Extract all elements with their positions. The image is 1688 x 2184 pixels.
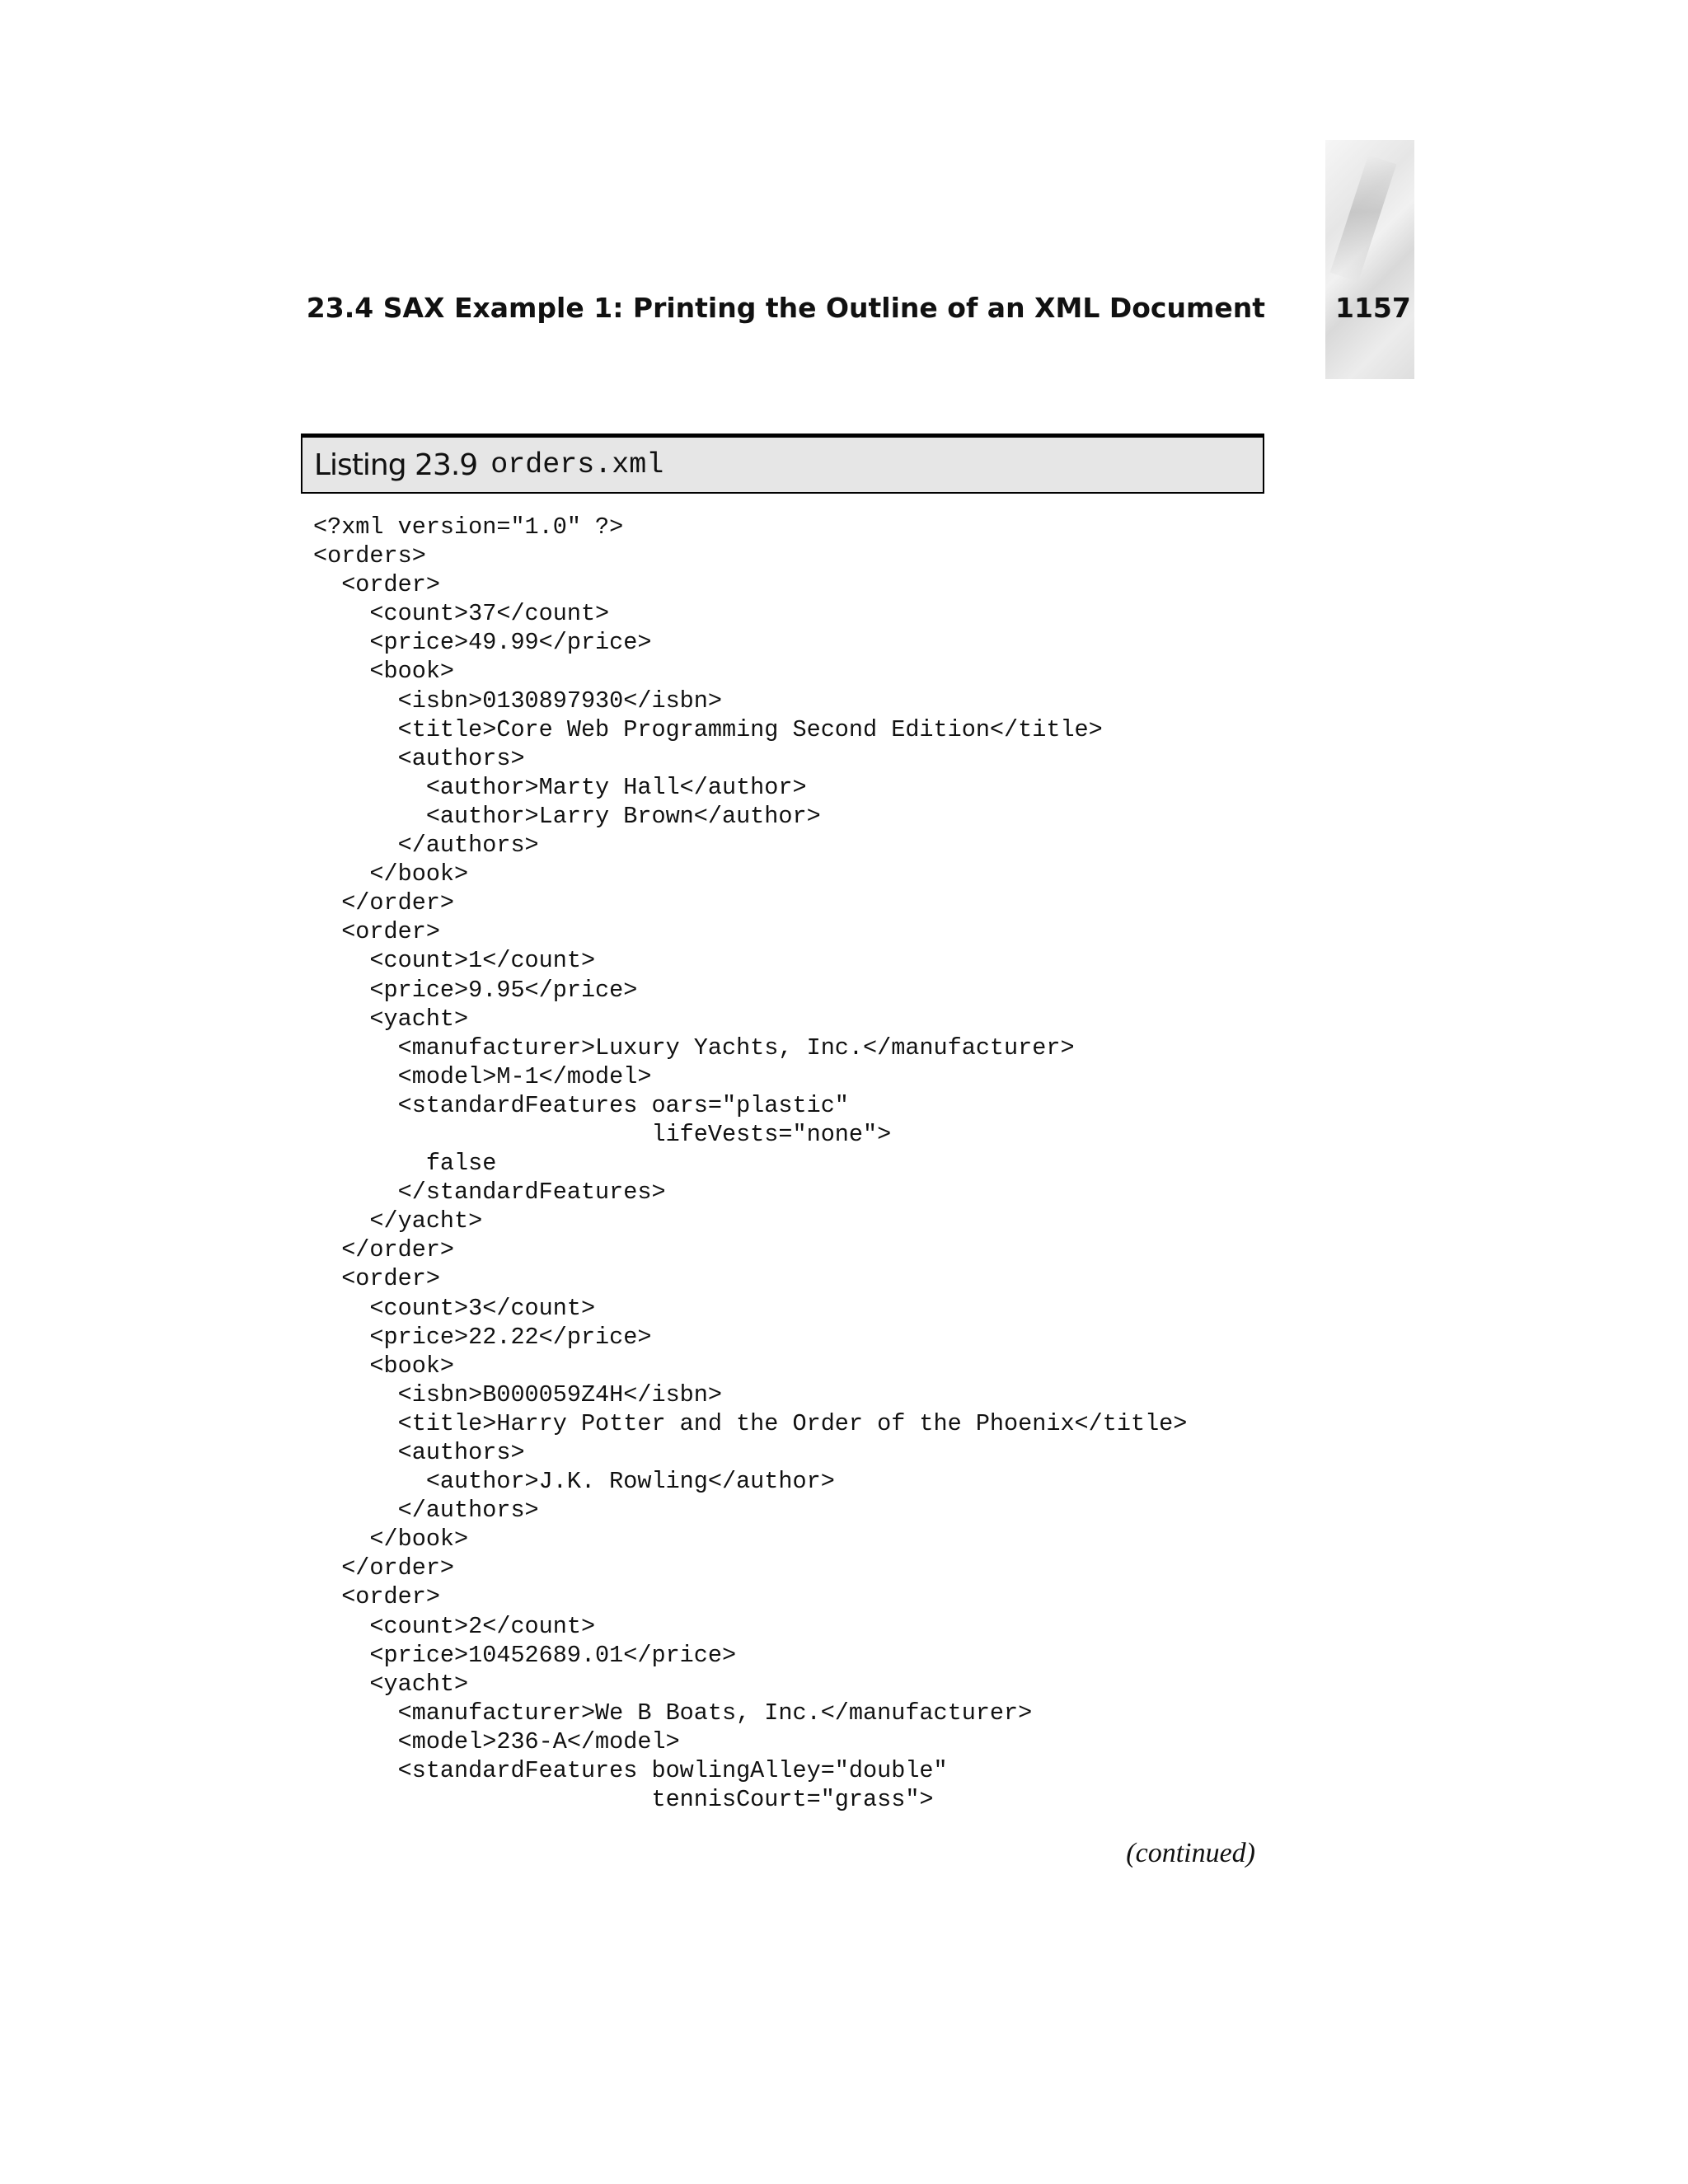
code-line: <order> <box>313 918 440 946</box>
code-line: <count>37</count> <box>313 600 610 628</box>
code-line: <isbn>B000059Z4H</isbn> <box>313 1380 722 1408</box>
code-line: <price>9.95</price> <box>313 976 638 1004</box>
code-line: <author>Larry Brown</author> <box>313 802 821 830</box>
code-line: <book> <box>313 1352 455 1380</box>
code-line: <price>10452689.01</price> <box>313 1641 737 1669</box>
code-line: </authors> <box>313 1497 539 1525</box>
code-line: <title>Core Web Programming Second Edition</title> <box>313 715 1103 743</box>
code-line: <count>2</count> <box>313 1612 596 1640</box>
code-line: tennisCourt="grass"> <box>313 1786 934 1814</box>
code-line: <price>49.99</price> <box>313 629 652 657</box>
code-line: </order> <box>313 889 455 917</box>
code-line: <authors> <box>313 1439 525 1466</box>
code-line: <isbn>0130897930</isbn> <box>313 687 722 715</box>
code-line: <author>J.K. Rowling</author> <box>313 1468 835 1496</box>
code-line: </book> <box>313 1526 469 1554</box>
listing-caption <box>301 434 1264 494</box>
code-line: <authors> <box>313 744 525 772</box>
code-line: <count>3</count> <box>313 1294 596 1322</box>
code-line: <yacht> <box>313 1670 469 1698</box>
code-line: </book> <box>313 860 469 888</box>
running-head: 23.4 SAX Example 1: Printing the Outline of an XML Document <box>306 292 1265 324</box>
code-line: <order> <box>313 1583 440 1611</box>
code-line: <yacht> <box>313 1005 469 1033</box>
code-line: </order> <box>313 1236 455 1264</box>
code-line: <book> <box>313 658 455 686</box>
code-line: </yacht> <box>313 1207 483 1235</box>
code-line: <count>1</count> <box>313 947 596 975</box>
code-line: <standardFeatures oars="plastic" <box>313 1091 849 1119</box>
code-line: <order> <box>313 1265 440 1293</box>
code-line: <model>M-1</model> <box>313 1062 652 1090</box>
code-line: <model>236-A</model> <box>313 1727 680 1755</box>
code-line: false <box>313 1150 497 1178</box>
code-line: </standardFeatures> <box>313 1179 666 1207</box>
code-line: <manufacturer>We B Boats, Inc.</manufacturer> <box>313 1699 1033 1727</box>
continued-note: (continued) <box>1126 1838 1255 1868</box>
code-line: <orders> <box>313 542 426 570</box>
listing-filename: orders.xml <box>490 448 664 481</box>
code-line: </authors> <box>313 832 539 860</box>
code-line: <manufacturer>Luxury Yachts, Inc.</manufacturer> <box>313 1033 1075 1062</box>
code-line: <price>22.22</price> <box>313 1323 652 1351</box>
code-line: <author>Marty Hall</author> <box>313 773 807 801</box>
page-thumb-tab <box>1325 140 1414 379</box>
code-listing <box>313 513 1187 1814</box>
code-line: lifeVests="none"> <box>313 1120 892 1148</box>
code-line: <?xml version="1.0" ?> <box>313 513 624 541</box>
page-number: 1157 <box>1335 292 1411 324</box>
code-line: <order> <box>313 571 440 599</box>
code-line: </order> <box>313 1554 455 1582</box>
listing-label: Listing 23.9 <box>314 448 478 482</box>
code-line: <title>Harry Potter and the Order of the Phoenix</title> <box>313 1409 1188 1437</box>
code-line: <standardFeatures bowlingAlley="double" <box>313 1757 948 1785</box>
